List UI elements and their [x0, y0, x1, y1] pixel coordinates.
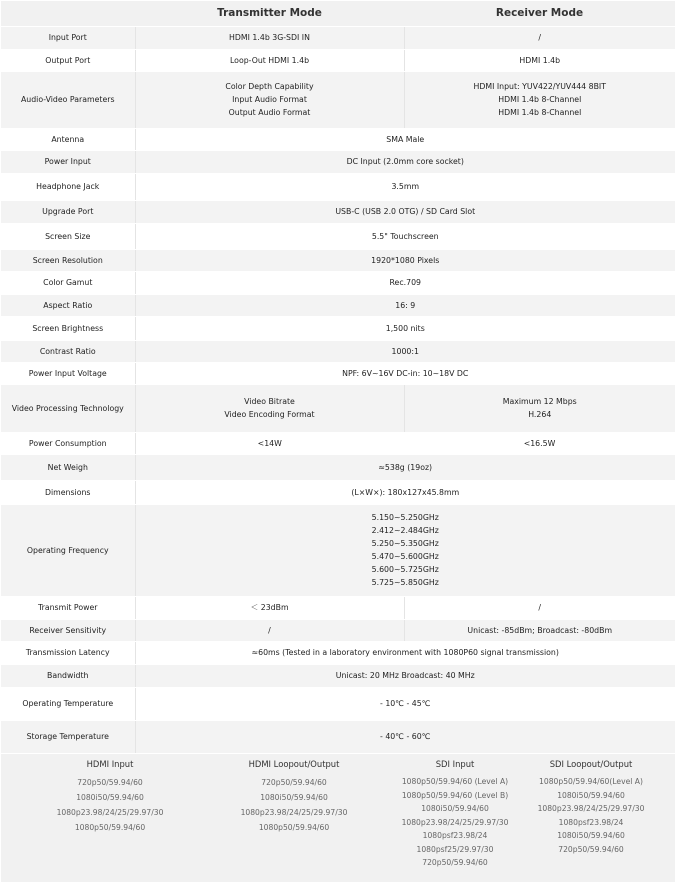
spec-table — [1, 1, 675, 754]
shared-value: Unicast: 20 MHz Broadcast: 40 MHz — [135, 664, 675, 687]
column-title: HDMI Loopout/Output — [248, 759, 340, 769]
sdi-loopout-column — [507, 754, 675, 856]
row-label: Upgrade Port — [1, 200, 135, 223]
table-row — [1, 294, 675, 316]
table-row — [1, 173, 675, 200]
rx-value: <16.5W — [404, 432, 675, 454]
table-row — [1, 223, 675, 249]
tx-line: Video Bitrate — [244, 397, 295, 406]
table-row — [1, 200, 675, 223]
rx-value: Unicast: -85dBm; Broadcast: -80dBm — [404, 619, 675, 641]
format-item: 1080i50/59.94/60 — [421, 804, 489, 813]
tx-value — [135, 384, 404, 432]
column-title: SDI Loopout/Output — [549, 759, 633, 769]
tx-value: / — [135, 619, 404, 641]
table-row — [1, 26, 675, 49]
rx-line: H.264 — [528, 410, 552, 419]
row-label: Antenna — [1, 128, 135, 150]
shared-value: USB-C (USB 2.0 OTG) / SD Card Slot — [135, 200, 675, 223]
tx-value: <14W — [135, 432, 404, 454]
shared-value: ≈60ms (Tested in a laboratory environment with 1080P60 signal transmission) — [135, 641, 675, 664]
rx-line: HDMI 1.4b 8-Channel — [498, 108, 582, 117]
receiver-mode-header: Receiver Mode — [404, 1, 675, 26]
table-row — [1, 384, 675, 432]
shared-value: (L×W×): 180x127x45.8mm — [135, 480, 675, 504]
format-item: 1080p50/59.94/60 — [74, 823, 146, 832]
format-item: 1080psf23.98/24 — [558, 817, 624, 827]
format-item: 720p50/59.94/60 — [558, 844, 624, 854]
shared-value: - 10℃ - 45℃ — [135, 687, 675, 720]
shared-value: Rec.709 — [135, 271, 675, 294]
table-row — [1, 720, 675, 753]
format-item: 1080p50/59.94/60(Level A) — [539, 777, 643, 786]
shared-value: 5.5" Touchscreen — [135, 223, 675, 249]
table-row — [1, 480, 675, 504]
row-label: Color Gamut — [1, 271, 135, 294]
shared-value: 1000:1 — [135, 340, 675, 362]
rx-line: HDMI Input: YUV422/YUV444 8BIT — [473, 82, 606, 91]
rx-value: HDMI 1.4b — [404, 49, 675, 71]
row-label: Input Port — [1, 26, 135, 49]
format-item: 1080p23.98/24/25/29.97/30 — [537, 804, 645, 813]
row-label: Power Input — [1, 150, 135, 173]
tx-line: Output Audio Format — [228, 108, 311, 117]
hdmi-loopout-column — [210, 754, 378, 835]
table-row — [1, 454, 675, 480]
frequency-item: 5.725~5.850GHz — [371, 578, 439, 587]
format-item: 1080p50/59.94/60 (Level A) — [401, 777, 509, 786]
format-item: 1080psf25/29.97/30 — [416, 844, 494, 854]
rx-value — [404, 384, 675, 432]
format-section — [1, 754, 675, 882]
table-row — [1, 128, 675, 150]
table-row — [1, 641, 675, 664]
table-row — [1, 664, 675, 687]
rx-line: Maximum 12 Mbps — [502, 397, 577, 406]
format-item: 720p50/59.94/60 — [261, 778, 327, 787]
row-label: Operating Temperature — [1, 687, 135, 720]
format-item: 1080i50/59.94/60 — [260, 793, 328, 802]
rx-line: HDMI 1.4b 8-Channel — [498, 95, 582, 104]
tx-value: Loop-Out HDMI 1.4b — [135, 49, 404, 71]
row-label: Screen Brightness — [1, 316, 135, 340]
row-label: Audio-Video Parameters — [1, 71, 135, 128]
table-row — [1, 71, 675, 128]
row-label: Operating Frequency — [1, 504, 135, 596]
table-row — [1, 687, 675, 720]
row-label: Screen Size — [1, 223, 135, 249]
shared-value: - 40℃ - 60℃ — [135, 720, 675, 753]
frequency-list — [135, 504, 675, 596]
table-row — [1, 340, 675, 362]
format-item: 1080psf23.98/24 — [422, 831, 488, 840]
row-label: Transmission Latency — [1, 641, 135, 664]
frequency-item: 2.412~2.484GHz — [371, 526, 439, 535]
row-label: Headphone Jack — [1, 173, 135, 200]
table-row — [1, 271, 675, 294]
row-label: Power Consumption — [1, 432, 135, 454]
table-row — [1, 362, 675, 384]
shared-value: 1,500 nits — [135, 316, 675, 340]
transmitter-mode-header: Transmitter Mode — [135, 1, 404, 26]
row-label: Output Port — [1, 49, 135, 71]
shared-value: DC Input (2.0mm core socket) — [135, 150, 675, 173]
format-item: 720p50/59.94/60 — [77, 778, 143, 787]
row-label: Video Processing Technology — [1, 384, 135, 432]
tx-value — [135, 71, 404, 128]
row-label: Net Weigh — [1, 454, 135, 480]
tx-value: HDMI 1.4b 3G-SDI IN — [135, 26, 404, 49]
format-item: 720p50/59.94/60 — [422, 858, 488, 867]
frequency-item: 5.470~5.600GHz — [371, 552, 439, 561]
rx-value: / — [404, 596, 675, 619]
tx-value: ＜ 23dBm — [135, 596, 404, 619]
shared-value: 1920*1080 Pixels — [135, 249, 675, 271]
row-label: Receiver Sensitivity — [1, 619, 135, 641]
table-row — [1, 150, 675, 173]
format-item: 1080p50/59.94/60 (Level B) — [401, 790, 509, 800]
shared-value: SMA Male — [135, 128, 675, 150]
table-row — [1, 504, 675, 596]
format-item: 1080p23.98/24/25/29.97/30 — [56, 808, 164, 817]
table-row — [1, 596, 675, 619]
shared-value: NPF: 6V~16V DC-in: 10~18V DC — [135, 362, 675, 384]
rx-value: / — [404, 26, 675, 49]
format-item: 1080i50/59.94/60 — [557, 831, 625, 840]
rx-value — [404, 71, 675, 128]
header-row — [1, 1, 675, 26]
row-label: Bandwidth — [1, 664, 135, 687]
shared-value: 3.5mm — [135, 173, 675, 200]
row-label: Aspect Ratio — [1, 294, 135, 316]
shared-value: ≈538g (19oz) — [135, 454, 675, 480]
column-title: SDI Input — [435, 759, 475, 769]
table-row — [1, 49, 675, 71]
column-title: HDMI Input — [86, 759, 134, 769]
row-label: Storage Temperature — [1, 720, 135, 753]
shared-value: 16: 9 — [135, 294, 675, 316]
format-item: 1080p23.98/24/25/29.97/30 — [401, 817, 509, 827]
frequency-item: 5.150~5.250GHz — [371, 513, 439, 522]
frequency-item: 5.600~5.725GHz — [371, 565, 439, 574]
row-label: Contrast Ratio — [1, 340, 135, 362]
format-item: 1080i50/59.94/60 — [76, 793, 144, 802]
table-row — [1, 316, 675, 340]
table-row — [1, 432, 675, 454]
row-label: Dimensions — [1, 480, 135, 504]
format-item: 1080p23.98/24/25/29.97/30 — [240, 808, 348, 817]
row-label: Transmit Power — [1, 596, 135, 619]
format-item: 1080i50/59.94/60 — [557, 790, 625, 800]
format-item: 1080p50/59.94/60 — [258, 823, 330, 832]
frequency-item: 5.250~5.350GHz — [371, 539, 439, 548]
tx-line: Video Encoding Format — [224, 410, 315, 419]
header-blank — [1, 1, 135, 26]
hdmi-input-column — [26, 754, 194, 835]
table-row — [1, 619, 675, 641]
row-label: Screen Resolution — [1, 249, 135, 271]
tx-line: Color Depth Capability — [225, 82, 314, 91]
table-row — [1, 249, 675, 271]
tx-line: Input Audio Format — [232, 95, 307, 104]
row-label: Power Input Voltage — [1, 362, 135, 384]
